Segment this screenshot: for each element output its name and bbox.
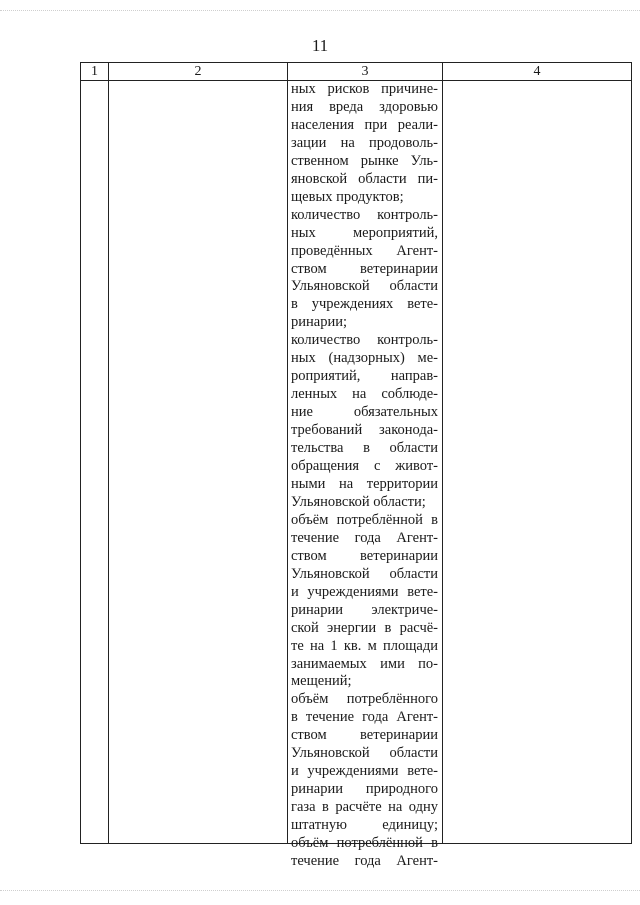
text-line: занимаемых ими по- [291, 655, 438, 672]
text-line: зации на продоволь- [291, 134, 438, 151]
text-line: количество контроль- [291, 332, 438, 349]
text-line: тельства в области [291, 440, 438, 457]
column-divider [442, 63, 443, 843]
document-table [80, 62, 632, 869]
text-line: Ульяновской области [291, 565, 438, 582]
text-line: населения при реали- [291, 116, 438, 133]
text-line: и учреждениями вете- [291, 583, 438, 600]
text-line: количество контроль- [291, 206, 438, 223]
text-line: обращения с живот- [291, 458, 438, 475]
text-line: ринарии природного [291, 781, 438, 798]
text-line: ственном рынке Уль- [291, 152, 438, 169]
text-line: в учреждениях вете- [291, 296, 438, 313]
text-line: ством ветеринарии [291, 547, 438, 564]
text-line: течение года Агент- [291, 529, 438, 546]
text-line: объём потреблённой в [291, 835, 438, 852]
header-col-1: 1 [91, 64, 98, 79]
header-col-2: 2 [194, 64, 202, 79]
text-line: ных мероприятий, [291, 224, 438, 241]
text-line: газа в расчёте на одну [291, 799, 438, 816]
scan-artifact-top [0, 10, 640, 13]
column-3-text [288, 81, 441, 871]
scan-artifact-bottom [0, 890, 640, 893]
text-line: ния вреда здоровью [291, 98, 438, 115]
text-line: мещений; [291, 673, 352, 690]
text-line: ством ветеринарии [291, 260, 438, 277]
text-line: ринарии электриче- [291, 601, 438, 618]
text-line: роприятий, направ- [291, 368, 438, 385]
text-line: яновской области пи- [291, 170, 438, 187]
header-col-4: 4 [533, 64, 541, 79]
text-line: Ульяновской области [291, 745, 438, 762]
text-line: штатную единицу; [291, 817, 438, 834]
text-line: объём потреблённого [291, 691, 438, 708]
text-line: Ульяновской области [291, 278, 438, 295]
text-line: проведённых Агент- [291, 242, 438, 259]
text-line: ленных на соблюде- [291, 386, 438, 403]
text-line: течение года Агент- [291, 852, 438, 869]
text-line: щевых продуктов; [291, 188, 404, 205]
text-line: в течение года Агент- [291, 709, 438, 726]
text-line: и учреждениями вете- [291, 763, 438, 780]
text-line: требований законода- [291, 422, 438, 439]
column-divider [108, 63, 109, 843]
text-line: ных рисков причине- [291, 81, 438, 97]
text-line: те на 1 кв. м площади [291, 637, 438, 654]
text-line: ской энергии в расчё- [291, 619, 438, 636]
text-line: ством ветеринарии [291, 727, 438, 744]
text-line: ных (надзорных) ме- [291, 350, 438, 367]
page-number: 11 [311, 36, 329, 55]
header-col-3: 3 [361, 64, 369, 79]
text-line: Ульяновской области; [291, 493, 426, 510]
text-line: ными на территории [291, 475, 438, 492]
text-line: ринарии; [291, 314, 348, 331]
text-line: ние обязательных [291, 404, 438, 421]
text-line: объём потреблённой в [291, 511, 438, 528]
